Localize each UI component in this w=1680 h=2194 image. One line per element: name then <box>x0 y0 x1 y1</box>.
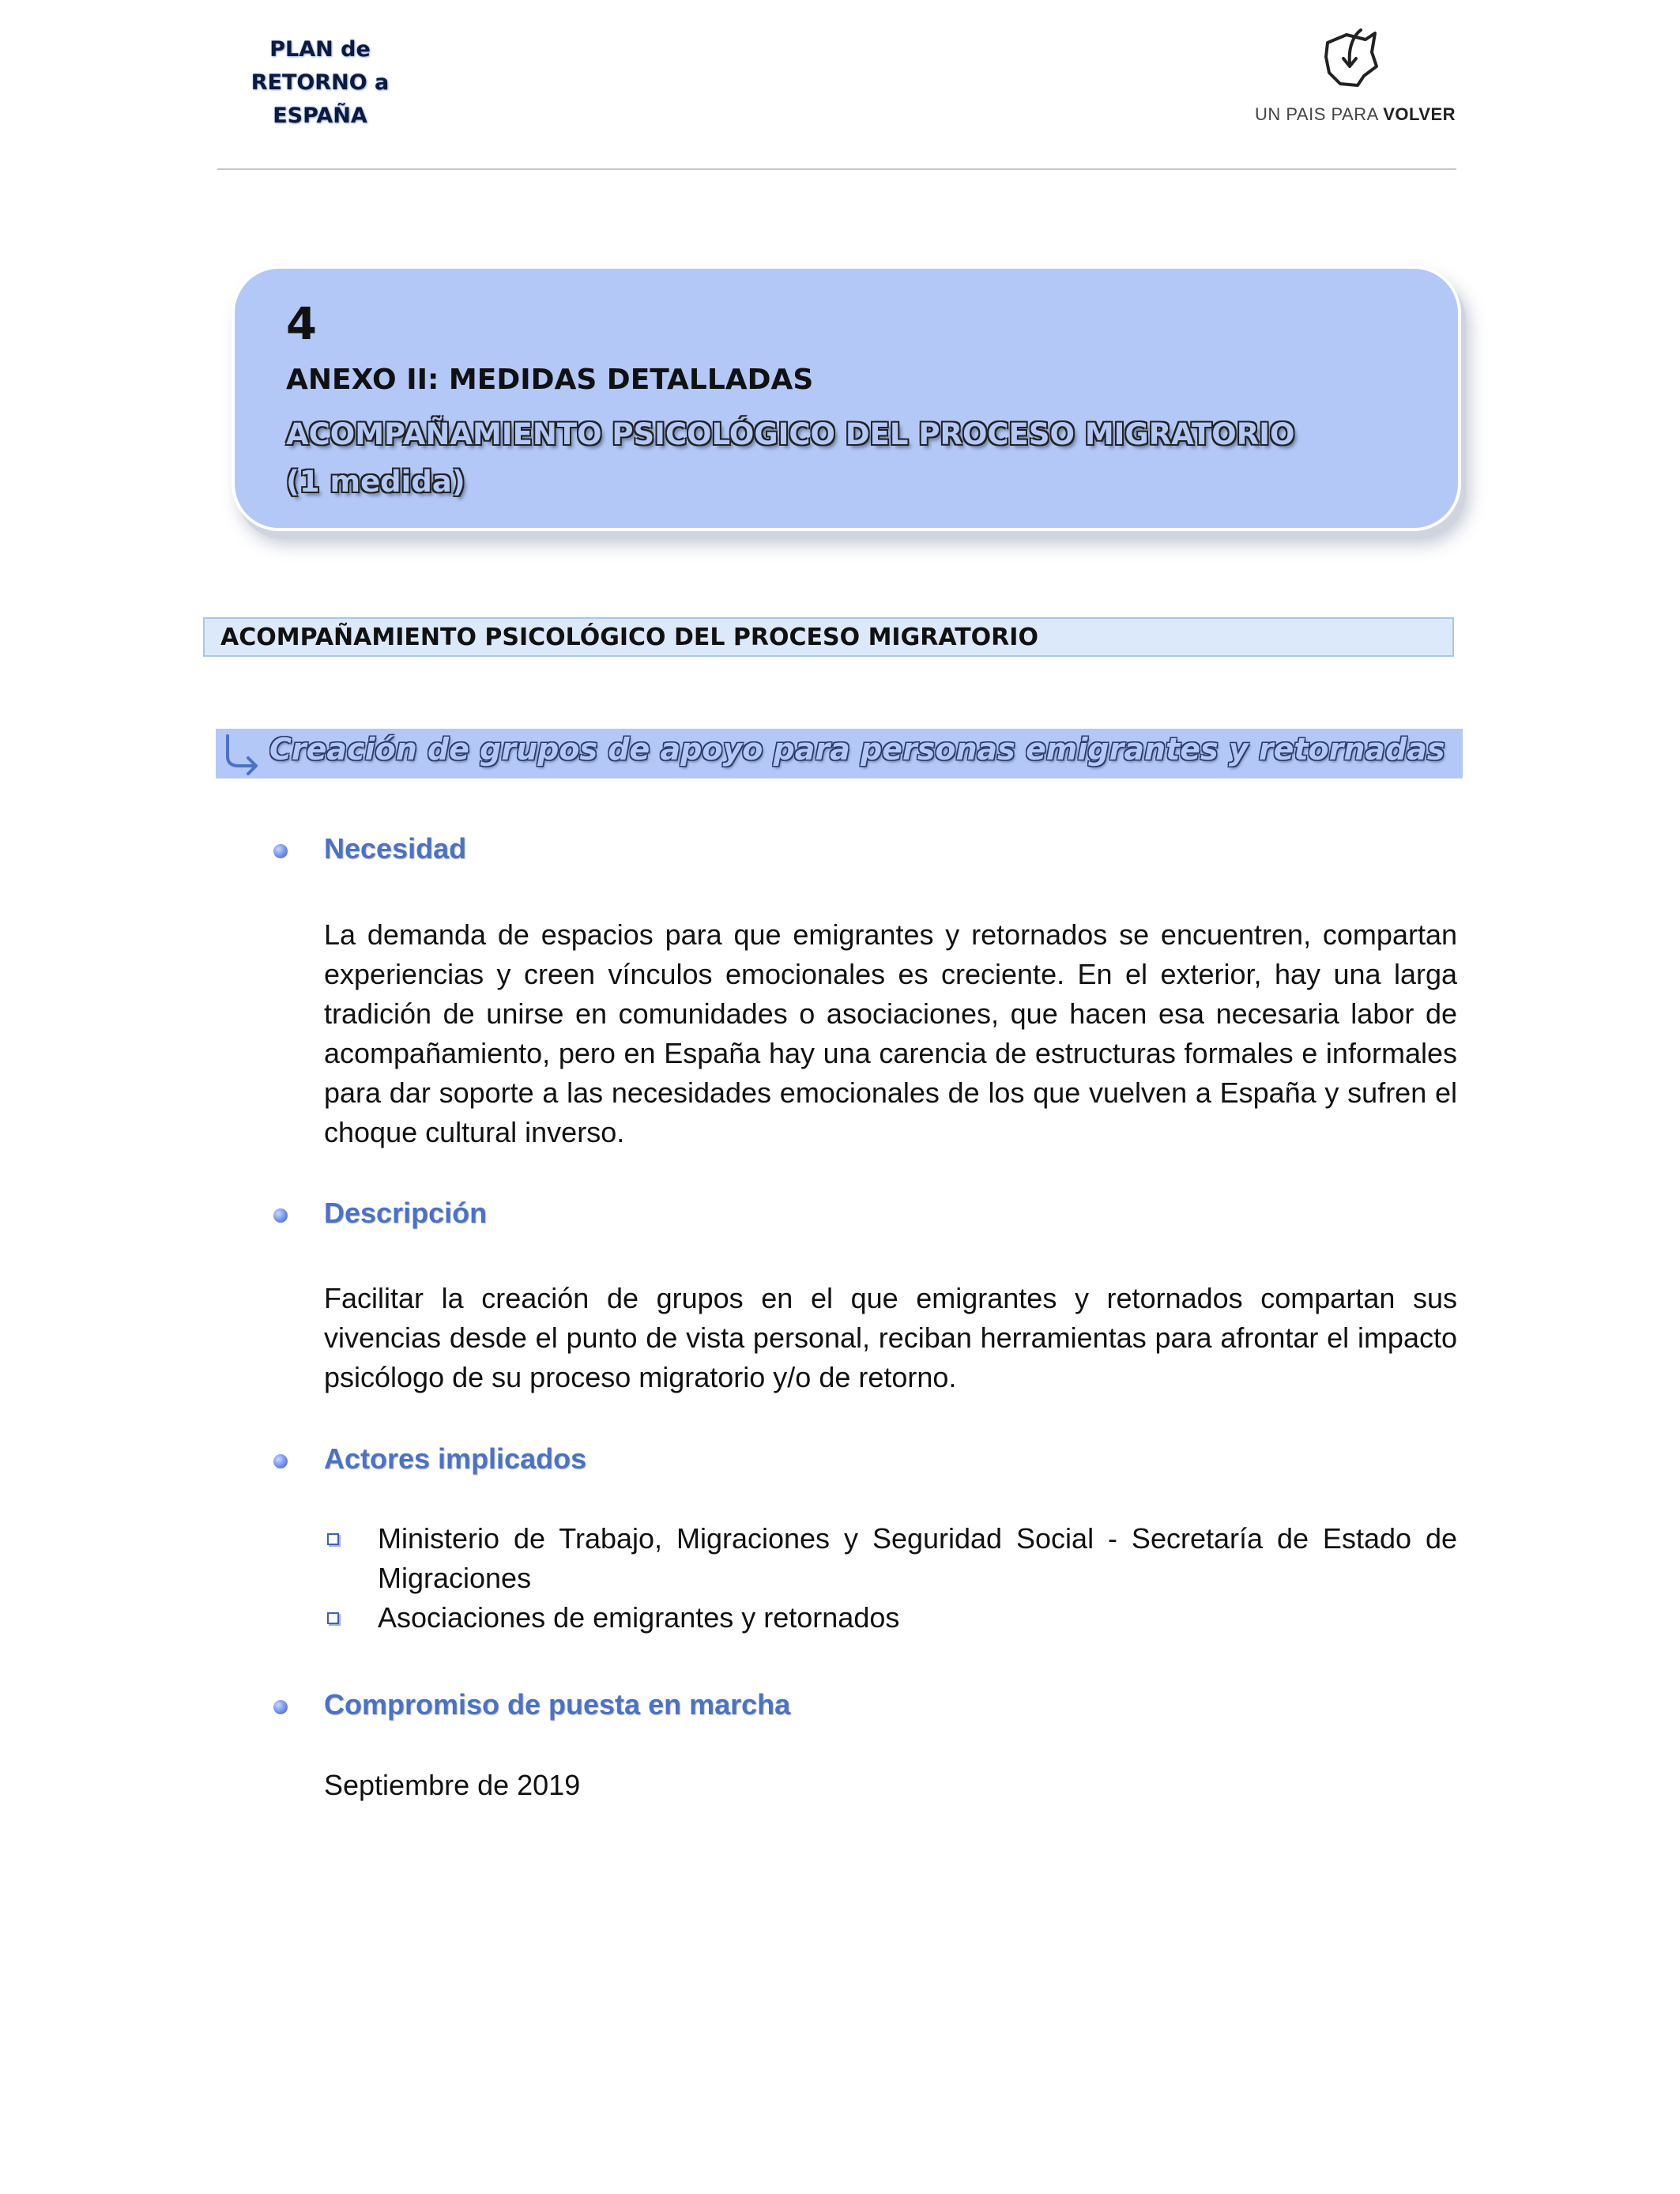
plan-line-1: PLAN de <box>269 37 371 62</box>
section-title-box <box>203 617 1454 657</box>
bullet-icon <box>273 844 288 858</box>
compromiso-text <box>324 1766 1457 1805</box>
descripcion-text <box>324 1279 1457 1397</box>
heading-compromiso: Compromiso de puesta en marcha <box>324 1688 791 1721</box>
un-pais-para-volver-logo <box>1255 28 1456 131</box>
heading-actores: Actores implicados <box>324 1442 587 1475</box>
banner-subtitle-line-1: ACOMPAÑAMIENTO PSICOLÓGICO DEL PROCESO MIGRATORIO <box>286 417 1295 451</box>
heading-descripcion: Descripción <box>324 1197 488 1229</box>
compromiso-date: Septiembre de 2019 <box>324 1769 581 1801</box>
chapter-number: 4 <box>286 299 317 350</box>
map-spain-return-arrow-icon <box>1320 28 1383 92</box>
logo-caption-bold: VOLVER <box>1383 104 1456 124</box>
plan-retorno-logo-text <box>237 33 403 133</box>
necesidad-text <box>324 915 1457 1152</box>
actor-text: Asociaciones de emigrantes y retornados <box>378 1601 900 1634</box>
checkbox-square-icon <box>327 1533 339 1545</box>
logo-caption <box>1255 104 1456 125</box>
section-title: ACOMPAÑAMIENTO PSICOLÓGICO DEL PROCESO MIGRATORIO <box>220 624 1038 651</box>
chapter-banner <box>232 266 1461 531</box>
banner-subtitle <box>286 411 1408 506</box>
plan-line-2: RETORNO a <box>250 70 390 95</box>
logo-caption-regular: UN PAIS PARA <box>1255 104 1384 124</box>
bullet-icon <box>273 1700 288 1714</box>
necesidad-paragraph: La demanda de espacios para que emigrantes y retornados se encuentren, compartan experiencias y creen vínculos emocionales es creciente. En el exterior, hay una larga tradición de unirse en comunidades o asociaciones, que hacen esa necesaria labor de acompañamiento, pero en España hay una carencia de estructuras formales e informales para dar soporte a las necesidades emocionales de los que vuelven a España y sufren el choque cultural inverso. <box>324 918 1457 1148</box>
banner-subtitle-line-2: (1 medida) <box>286 465 465 499</box>
measure-title: Creación de grupos de apoyo para personas emigrantes y retornadas <box>269 732 1445 767</box>
descripcion-paragraph: Facilitar la creación de grupos en el que emigrantes y retornados compartan sus vivencias desde el punto de vista personal, reciban herramientas para afrontar el impacto psicólogo de su proceso migratorio y/o de retorno. <box>324 1282 1457 1393</box>
heading-necesidad: Necesidad <box>324 832 467 865</box>
checkbox-square-icon <box>327 1612 339 1624</box>
annex-title: ANEXO II: MEDIDAS DETALLADAS <box>286 364 814 396</box>
header-divider <box>217 168 1456 170</box>
actor-text: Ministerio de Trabajo, Migraciones y Seguridad Social - Secretaría de Estado de Migraciones <box>378 1522 1457 1594</box>
curved-arrow-icon <box>220 733 262 775</box>
bullet-icon <box>273 1208 288 1223</box>
plan-line-3: ESPAÑA <box>273 104 367 128</box>
bullet-icon <box>273 1454 288 1468</box>
measure-title-bar <box>216 729 1463 778</box>
